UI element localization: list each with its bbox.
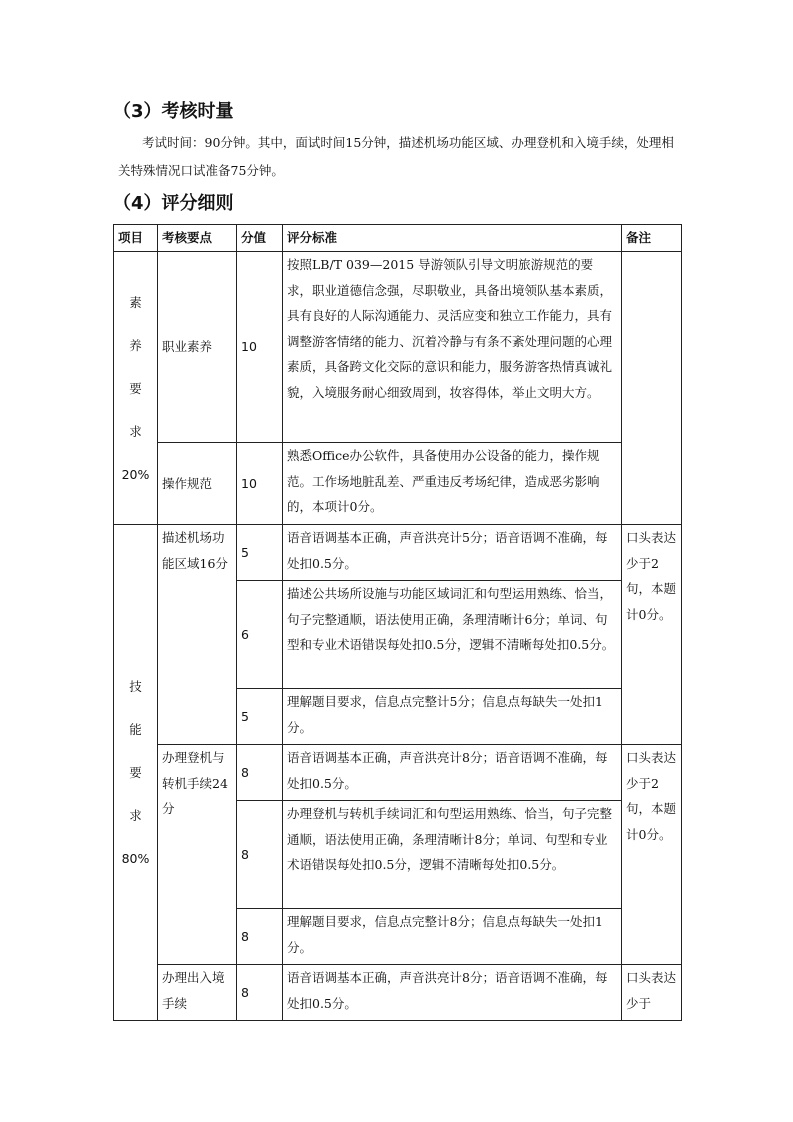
- score-value: 8: [237, 801, 283, 909]
- key-point: 办理出入境手续: [158, 965, 237, 1021]
- score-value: 10: [237, 252, 283, 443]
- remarks-cell: [622, 252, 682, 525]
- table-row: [114, 525, 682, 581]
- category-skill-requirement: 技 能 要 求 80%: [114, 525, 158, 1021]
- score-value: 5: [237, 525, 283, 581]
- criteria-text: 按照LB/T 039—2015 导游领队引导文明旅游规范的要求，职业道德信念强，尽职敬业，具备出境领队基本素质，具有良好的人际沟通能力、灵活应变和独立工作能力，具有调整游客情绪的能力、沉着冷静与有条不紊处理问题的心理素质，具备跨文化交际的意识和能力，服务游客热情真诚礼貌，入境服务耐心细致周到，妆容得体，举止文明大方。: [283, 252, 622, 443]
- scoring-table: [113, 224, 682, 1021]
- exam-time-paragraph: 考试时间：90分钟。其中，面试时间15分钟，描述机场功能区域、办理登机和入境手续，处理相关特殊情况口试准备75分钟。: [118, 135, 674, 178]
- criteria-text: 语音语调基本正确，声音洪亮计8分；语音语调不准确，每处扣0.5分。: [283, 745, 622, 801]
- remarks-cell: 口头表达少于: [622, 965, 682, 1021]
- criteria-text: 理解题目要求，信息点完整计5分；信息点每缺失一处扣1分。: [283, 689, 622, 745]
- header-criteria: 评分标准: [283, 225, 622, 252]
- score-value: 5: [237, 689, 283, 745]
- header-key-point: 考核要点: [158, 225, 237, 252]
- criteria-text: 描述公共场所设施与功能区域词汇和句型运用熟练、恰当，句子完整通顺，语法使用正确，条理清晰计6分；单词、句型和专业术语错误每处扣0.5分，逻辑不清晰每处扣0.5分。: [283, 581, 622, 689]
- score-value: 8: [237, 745, 283, 801]
- category-percent: 80%: [121, 851, 150, 866]
- section-heading-scoring-details: （4）评分细则: [113, 193, 234, 214]
- table-row: [114, 443, 682, 525]
- key-point: 操作规范: [158, 443, 237, 525]
- score-value: 8: [237, 909, 283, 965]
- criteria-text: 语音语调基本正确，声音洪亮计5分；语音语调不准确，每处扣0.5分。: [283, 525, 622, 581]
- key-point: 办理登机与转机手续24分: [158, 745, 237, 965]
- header-remarks: 备注: [622, 225, 682, 252]
- section-heading-exam-time: （3）考核时量: [113, 101, 234, 122]
- table-row: [114, 252, 682, 443]
- criteria-text: 理解题目要求，信息点完整计8分；信息点每缺失一处扣1分。: [283, 909, 622, 965]
- header-score: 分值: [237, 225, 283, 252]
- criteria-text: 熟悉Office办公软件，具备使用办公设备的能力，操作规范。工作场地脏乱差、严重违反考场纪律，造成恶劣影响的，本项计0分。: [283, 443, 622, 525]
- criteria-text: 语音语调基本正确，声音洪亮计8分；语音语调不准确，每处扣0.5分。: [283, 965, 622, 1021]
- remarks-cell: 口头表达少于2句，本题计0分。: [622, 525, 682, 745]
- key-point: 职业素养: [158, 252, 237, 443]
- score-value: 6: [237, 581, 283, 689]
- remarks-cell: 口头表达少于2句，本题计0分。: [622, 745, 682, 965]
- score-value: 8: [237, 965, 283, 1021]
- category-quality-requirement: 素 养 要 求 20%: [114, 252, 158, 525]
- table-row: [114, 965, 682, 1021]
- key-point: 描述机场功能区域16分: [158, 525, 237, 745]
- score-value: 10: [237, 443, 283, 525]
- category-percent: 20%: [121, 466, 150, 482]
- criteria-text: 办理登机与转机手续词汇和句型运用熟练、恰当，句子完整通顺，语法使用正确，条理清晰计8分；单词、句型和专业术语错误每处扣0.5分，逻辑不清晰每处扣0.5分。: [283, 801, 622, 909]
- header-item: 项目: [114, 225, 158, 252]
- table-header-row: [114, 225, 682, 252]
- table-row: [114, 745, 682, 801]
